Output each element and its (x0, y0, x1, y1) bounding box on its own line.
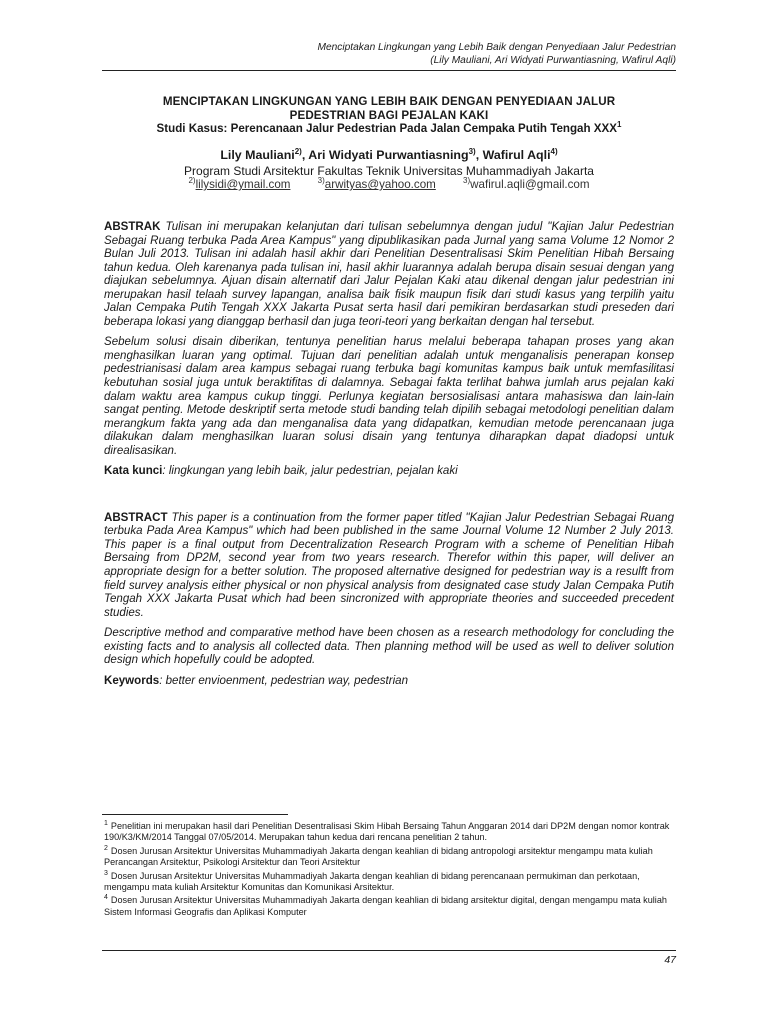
running-header-title: Menciptakan Lingkungan yang Lebih Baik dengan Penyediaan Jalur Pedestrian (317, 42, 676, 53)
email-1-link[interactable]: lilysidi@ymail.com (195, 178, 291, 192)
keywords-label: Keywords (104, 674, 160, 687)
email-2 (318, 178, 436, 191)
abstrak-paragraph-2: Sebelum solusi disain diberikan, tentunya penelitian harus melalui beberapa tahapan proses yang akan menghasilkan luaran yang optimal. Tujuan dari penelitian adalah untuk menganalisis penerapan konsep pedestrianisasi dalam area kampus sebagai ruang terbuka bagi komunitas kampus baik untuk memfasilitasi kebutuhan sosial juga untuk beraktifitas di dalamnya. Sebagai fakta terlihat bahwa jumlah arus pejalan kaki dalam waktu area kampus cukup tinggi. Perlunya kegiatan bersosialisasi antara mahasiswa dan lain-lain sangat penting. Metode deskriptif serta metode studi banding telah dipilih sebagai metodologi penelitian dalam merangkum fakta yang ada dan menganalisa data yang didapatkan, kemudian metode perencanaan juga dilakukan dalam menghasilkan luaran solusi disain yang tentunya diharapkan dapat diadopsi untuk direalisasikan. (104, 336, 674, 457)
email-3 (463, 178, 590, 191)
email-2-mark: 3) (317, 176, 325, 186)
abstract-label: ABSTRACT (104, 511, 168, 524)
subtitle-footnote-mark: 1 (617, 120, 622, 130)
footnote-rule (102, 814, 288, 815)
paper-subtitle (102, 122, 676, 136)
running-header (317, 41, 676, 67)
abstrak-text-1: Tulisan ini merupakan kelanjutan dari tulisan sebelumnya dengan judul "Kajian Jalur Pedestrian Sebagai Ruang terbuka Pada Area Kampus" yang dipublikasikan pada Jurnal yang sama Volume 12 Nomor 2 Bulan Juli 2013. Tulisan ini adalah hasil akhir dari Penelitian Desentralisasi Skim Penelitian Hibah Bersaing tahun kedua. Oleh karenanya pada tulisan ini, hasil akhir luarannya adalah berupa disain sesuai dengan yang diajukan sebelumnya. Ajuan disain alternatif dari Jalur Pejalan Kaki atau dikenal dengan jalur pedestrian ini merupakan hasil telaah survey lapangan, analisa baik fisik maupun fisik dari studi kasus yang terpilih yaitu Jalan Cempaka Putih Tengah XXX Jakarta Pusat serta hasil dari pemikiran berdasarkan studi preseden dari beberapa lokasi yang dianggap berhasil dan juga teori-teori yang berkaitan dengan hal tersebut. (104, 221, 674, 328)
author-1-mark: 2) (294, 147, 302, 157)
email-2-link[interactable]: arwityas@yahoo.com (324, 178, 436, 192)
footnote-2-text: Dosen Jurusan Arsitektur Universitas Muhammadiyah Jakarta dengan keahlian di bidang antropologi arsitektur mengampu mata kuliah Perancangan Arsitektur, Psikologi Arsitektur dan Teori Arsitektur (104, 845, 653, 868)
author-3: Wafirul Aqli (482, 148, 551, 163)
footnote-3-mark: 3 (104, 869, 108, 877)
email-3-mark: 3) (463, 176, 471, 186)
email-1-mark: 2) (188, 176, 196, 186)
affiliation: Program Studi Arsitektur Fakultas Teknik Universitas Muhammadiyah Jakarta (184, 164, 594, 179)
footnote-1-text: Penelitian ini merupakan hasil dari Penelitian Desentralisasi Skim Hibah Bersaing Tahun Anggaran 2014 dari DP2M dengan nomor kontrak 190/K3/KM/2014 Tanggal 07/05/2014. Merupakan tahun kedua dari rencana penelitian 2 tahun. (104, 821, 670, 843)
footnote-4 (104, 895, 676, 918)
author-1: Lily Mauliani (220, 148, 295, 163)
kata-kunci (104, 465, 674, 479)
paper-subtitle-text: Studi Kasus: Perencanaan Jalur Pedestrian Pada Jalan Cempaka Putih Tengah XXX (156, 122, 618, 136)
footnote-4-mark: 4 (104, 894, 108, 902)
page-number: 47 (664, 954, 676, 966)
author-separator: , (301, 148, 309, 163)
kata-kunci-label: Kata kunci (104, 465, 163, 478)
abstract-body (104, 221, 674, 695)
author-separator: , (475, 148, 483, 163)
running-header-authors: (Lily Mauliani, Ari Widyati Purwantiasning, Wafirul Aqli) (430, 55, 676, 66)
email-list (102, 178, 676, 192)
footnote-1-mark: 1 (104, 819, 108, 827)
paper-title-line-2: PEDESTRIAN BAGI PEJALAN KAKI (289, 108, 489, 122)
footnote-4-text: Dosen Jurusan Arsitektur Universitas Muhammadiyah Jakarta dengan keahlian di bidang arsitektur digital, dengan mengampu mata kuliah Sistem Informasi Geografis dan Aplikasi Komputer (104, 895, 667, 917)
kata-kunci-text: : lingkungan yang lebih baik, jalur pedestrian, pejalan kaki (162, 465, 458, 478)
paper-title (102, 95, 676, 122)
footnote-1 (104, 821, 676, 844)
author-2-mark: 3) (468, 147, 476, 157)
author-2: Ari Widyati Purwantiasning (308, 148, 469, 163)
footnote-2-mark: 2 (104, 844, 108, 852)
author-3-mark: 4) (550, 147, 558, 157)
abstract-paragraph-2: Descriptive method and comparative method have been chosen as a research methodology for concluding the existing facts and to analysis all collected data. Then planning method will be used as well to deliver solution design which hopefully could be adopted. (104, 627, 674, 667)
abstrak-paragraph-1 (104, 221, 674, 329)
email-3-text: wafirul.aqli@gmail.com (470, 178, 590, 192)
abstract-paragraph-1 (104, 512, 674, 620)
footnote-2 (104, 846, 676, 869)
footer-rule (102, 950, 676, 951)
footnote-3-text: Dosen Jurusan Arsitektur Universitas Muhammadiyah Jakarta dengan keahlian di bidang perencanaan permukiman dan perkotaan, mengampu mata kuliah Arsitektur Komunitas dan Komunikasi Arsitektur. (104, 870, 640, 893)
title-block (102, 95, 676, 192)
author-list (102, 148, 676, 163)
footnote-3 (104, 871, 676, 894)
email-1 (188, 178, 290, 191)
section-gap (104, 486, 674, 512)
keywords-text: : better envioenment, pedestrian way, pedestrian (159, 674, 409, 687)
abstrak-label: ABSTRAK (104, 221, 161, 233)
keywords (104, 675, 674, 689)
header-rule (102, 70, 676, 71)
footnotes (104, 821, 676, 920)
paper-title-line-1: MENCIPTAKAN LINGKUNGAN YANG LEBIH BAIK DENGAN PENYEDIAAN JALUR (162, 95, 616, 108)
abstract-text-1: This paper is a continuation from the former paper titled "Kajian Jalur Pedestrian Sebagai Ruang terbuka Pada Area Kampus" which had been published in the same Journal Volume 12 Number 2 July 2013. This paper is a final output from Decentralization Research Program with a scheme of Penelitian Hibah Bersaing from DP2M, second year from two years research. Therefor within this paper, will deliver an appropriate design for a better solution. The proposed alternative designed for pedestrian way is a resulft from field survey analysis either physical or non physical analysis from designated case study Jalan Cempaka Putih Tengah XXX Jakarta Pusat which had been sincronized with appropriate theories and succeeded precedent studies. (104, 511, 674, 619)
